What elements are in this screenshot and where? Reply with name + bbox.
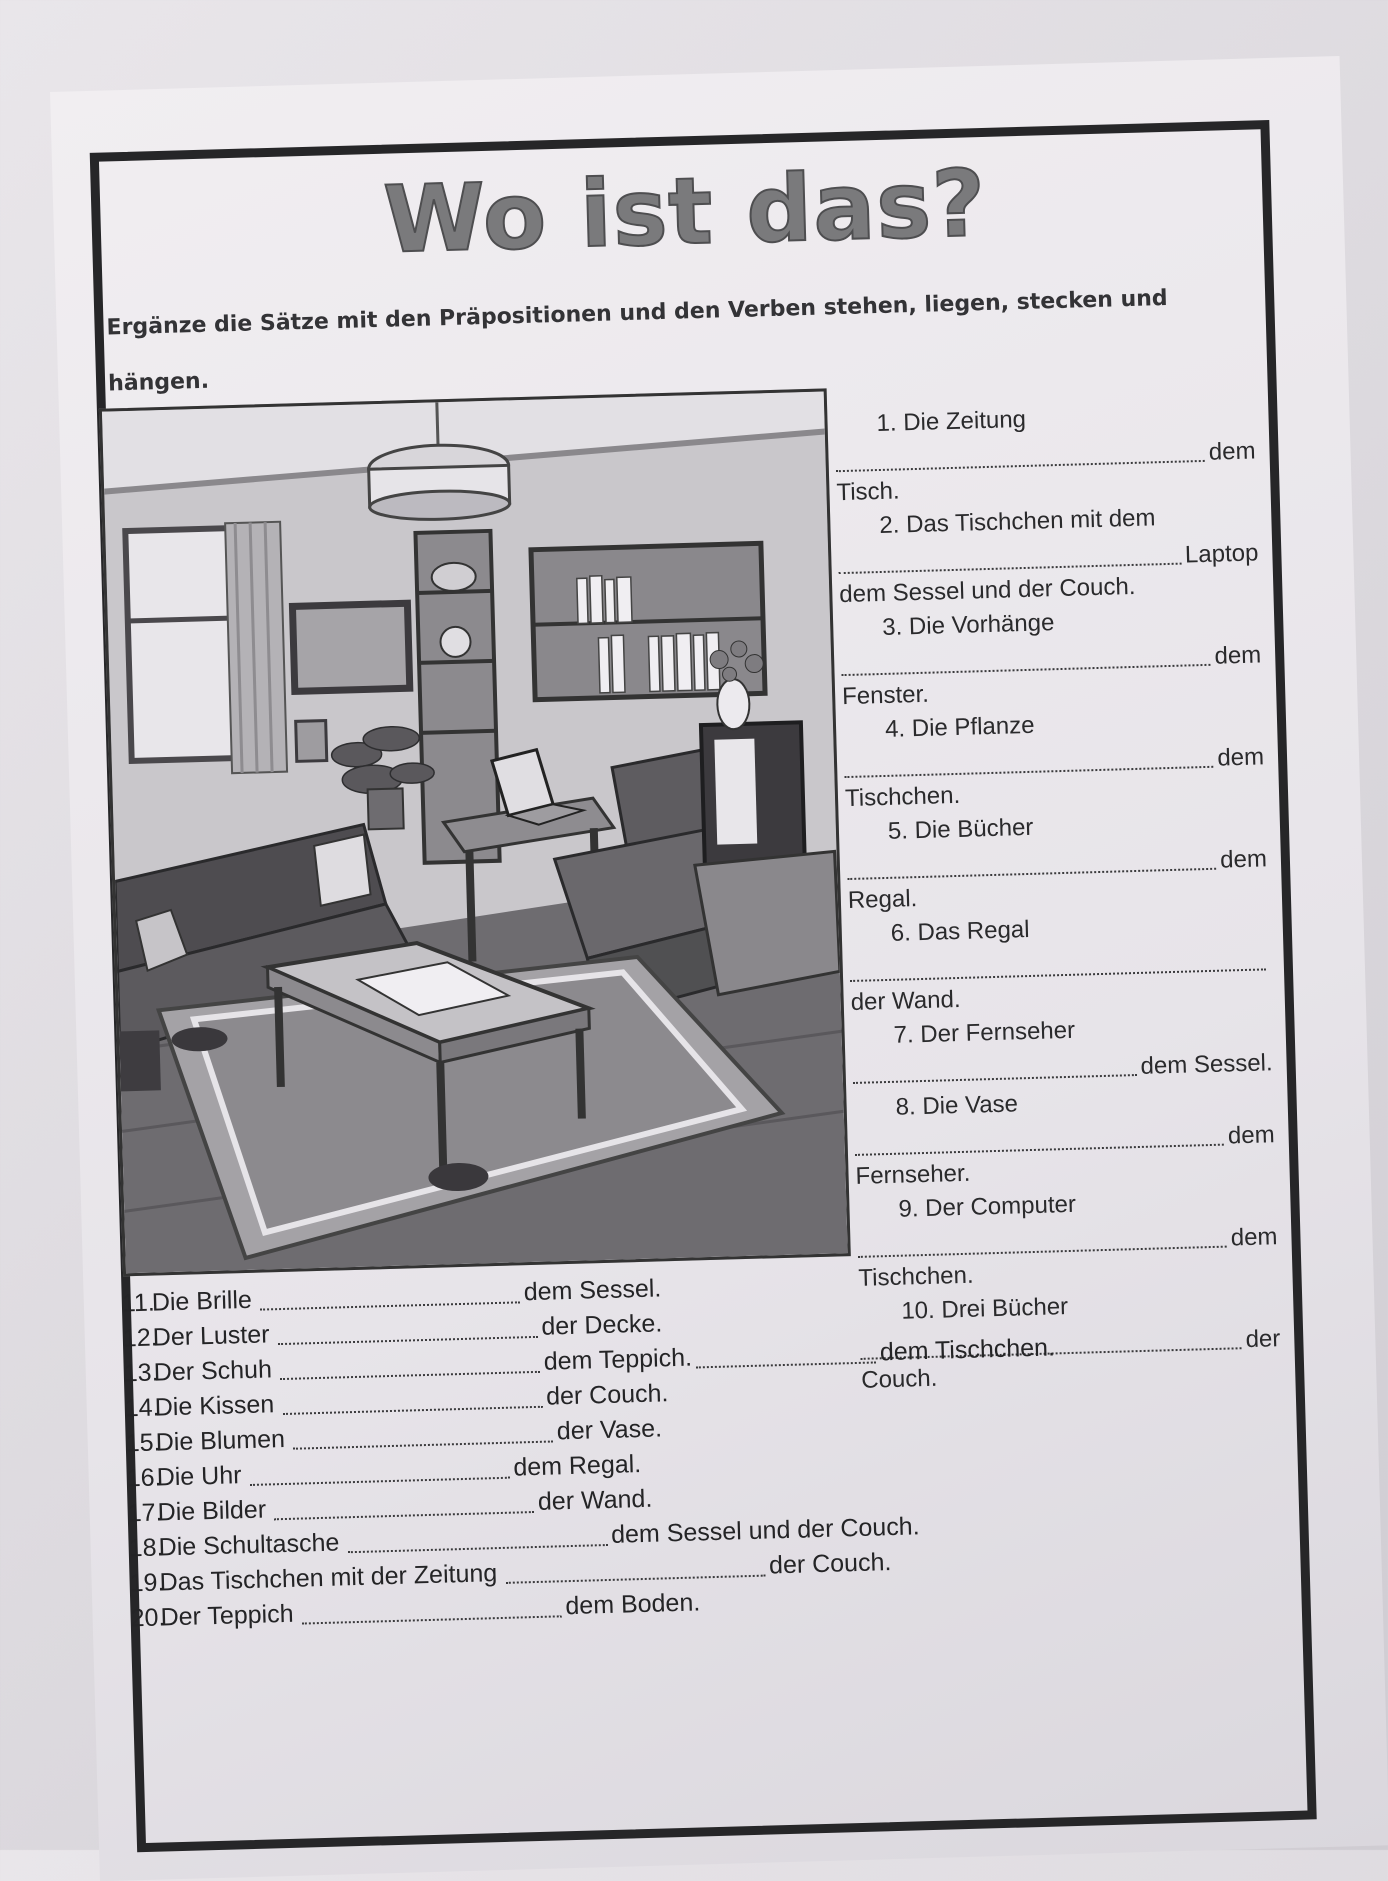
exercise-end: Couch. [861, 1354, 1282, 1396]
exercise-tail: dem [1204, 436, 1256, 467]
exercise-number: 4. [885, 715, 906, 743]
exercise-tail: der Couch. [546, 1376, 669, 1414]
exercise-subject: Der Teppich [160, 1597, 294, 1636]
exercise-number: 16. [126, 1461, 157, 1497]
answer-blank[interactable] [293, 1440, 553, 1449]
exercise-end: Regal. [847, 874, 1268, 916]
exercise-tail: der Couch. [769, 1545, 892, 1583]
exercise-subject: Der Schuh [153, 1352, 272, 1390]
answer-blank[interactable] [853, 1074, 1137, 1084]
exercise-subject: Die Zeitung [903, 406, 1026, 436]
worksheet [50, 56, 1388, 1881]
exercise-tail: dem Sessel. [1136, 1048, 1273, 1082]
exercise-list-bottom [121, 1254, 1310, 1637]
exercise-subject: Die Bücher [914, 814, 1033, 844]
exercise-number: 7. [893, 1021, 914, 1049]
exercise-number: 8. [895, 1093, 916, 1121]
exercise-number: 18. [128, 1531, 159, 1567]
exercise-tail: dem [1216, 844, 1268, 875]
exercise-tail: dem [1226, 1222, 1278, 1253]
exercise-number: 2. [879, 511, 900, 539]
exercise-subject: Der Luster [152, 1317, 270, 1355]
exercise-tail: der Decke. [541, 1306, 663, 1344]
exercise-number: 17. [127, 1496, 158, 1532]
exercise-tail: dem [1224, 1120, 1276, 1151]
exercise-tail: dem Sessel und der Couch. [611, 1509, 920, 1553]
exercise-item [840, 602, 1263, 712]
exercise-subject: Die Brille [151, 1283, 252, 1321]
exercise-item [834, 399, 1257, 509]
exercise-tail: dem [1213, 742, 1265, 773]
exercise-subject: Die Pflanze [911, 712, 1034, 742]
exercise-item [837, 500, 1260, 610]
worksheet-title: Wo ist das? [382, 150, 988, 274]
answer-blank[interactable] [348, 1544, 608, 1553]
exercise-item [848, 908, 1271, 1018]
exercise-column [834, 399, 1281, 1400]
exercise-end: dem Sessel und der Couch. [839, 568, 1260, 610]
exercise-number: 6. [890, 919, 911, 947]
exercise-tail: dem Sessel. [523, 1271, 661, 1310]
living-room-illustration [99, 388, 851, 1276]
exercise-number: 5. [888, 817, 909, 845]
exercise-number: 12. [122, 1321, 153, 1357]
answer-blank[interactable] [696, 1361, 876, 1368]
answer-blank[interactable] [278, 1336, 538, 1345]
exercise-number: 14. [124, 1391, 155, 1427]
answer-blank[interactable] [250, 1477, 510, 1486]
exercise-number: 1. [876, 409, 897, 437]
exercise-subject: Die Bilder [157, 1493, 266, 1531]
exercise-subject: Drei Bücher [941, 1293, 1068, 1324]
exercise-subject: Die Uhr [156, 1458, 242, 1495]
exercise-subject: Die Vase [922, 1090, 1018, 1120]
exercise-tail: der Vase. [556, 1411, 662, 1449]
exercise-number: 19. [129, 1566, 160, 1602]
exercise-subject: Das Tischchen mit dem [906, 504, 1156, 538]
exercise-tail: dem Regal. [513, 1447, 642, 1486]
exercise-subject: Die Blumen [155, 1422, 285, 1461]
exercise-subject: Der Fernseher [920, 1017, 1075, 1048]
exercise-item [846, 806, 1269, 916]
exercise-item [853, 1082, 1276, 1192]
exercise-number: 13. [123, 1356, 154, 1392]
exercise-tail: Laptop [1181, 538, 1259, 570]
exercise-subject: Das Regal [917, 916, 1030, 946]
instruction-text: Ergänze die Sätze mit den Präpositionen und den Verben stehen, liegen, stecken und hängen. [106, 269, 1229, 412]
answer-blank[interactable] [505, 1575, 765, 1584]
exercise-number: 10. [901, 1297, 935, 1325]
exercise-subject: Die Vorhänge [909, 609, 1055, 640]
exercise-subject: Das Tischchen mit der Zeitung [159, 1556, 498, 1600]
exercise-item [851, 1010, 1273, 1090]
answer-blank[interactable] [302, 1615, 562, 1624]
exercise-end: Tisch. [836, 466, 1257, 508]
exercise-end: Tischchen. [858, 1252, 1279, 1294]
exercise-end: Fenster. [842, 670, 1263, 712]
exercise-tail: dem [1210, 640, 1262, 671]
exercise-number: 15. [125, 1426, 156, 1462]
exercise-end: Fernseher. [855, 1150, 1276, 1192]
exercise-number: 20. [130, 1601, 161, 1637]
exercise-subject: Der Computer [925, 1191, 1076, 1222]
answer-blank[interactable] [282, 1406, 542, 1415]
answer-blank[interactable] [274, 1511, 534, 1520]
exercise-end: Tischchen. [845, 772, 1266, 814]
exercise-end: der Wand. [850, 976, 1271, 1018]
exercise-tail: der [1241, 1324, 1281, 1355]
exercise-tail: der Wand. [537, 1482, 652, 1520]
exercise-tail: dem Tischchen. [879, 1330, 1055, 1370]
answer-blank[interactable] [280, 1371, 540, 1380]
exercise-subject: Die Kissen [154, 1387, 274, 1425]
exercise-subject: Die Schultasche [158, 1525, 340, 1565]
exercise-number: 11. [121, 1286, 152, 1322]
exercise-tail: dem Teppich. [543, 1341, 692, 1380]
exercise-number: 3. [882, 613, 903, 641]
exercise-number: 9. [898, 1195, 919, 1223]
answer-blank[interactable] [260, 1301, 520, 1310]
exercise-tail: dem Boden. [565, 1585, 701, 1624]
exercise-item [843, 704, 1266, 814]
